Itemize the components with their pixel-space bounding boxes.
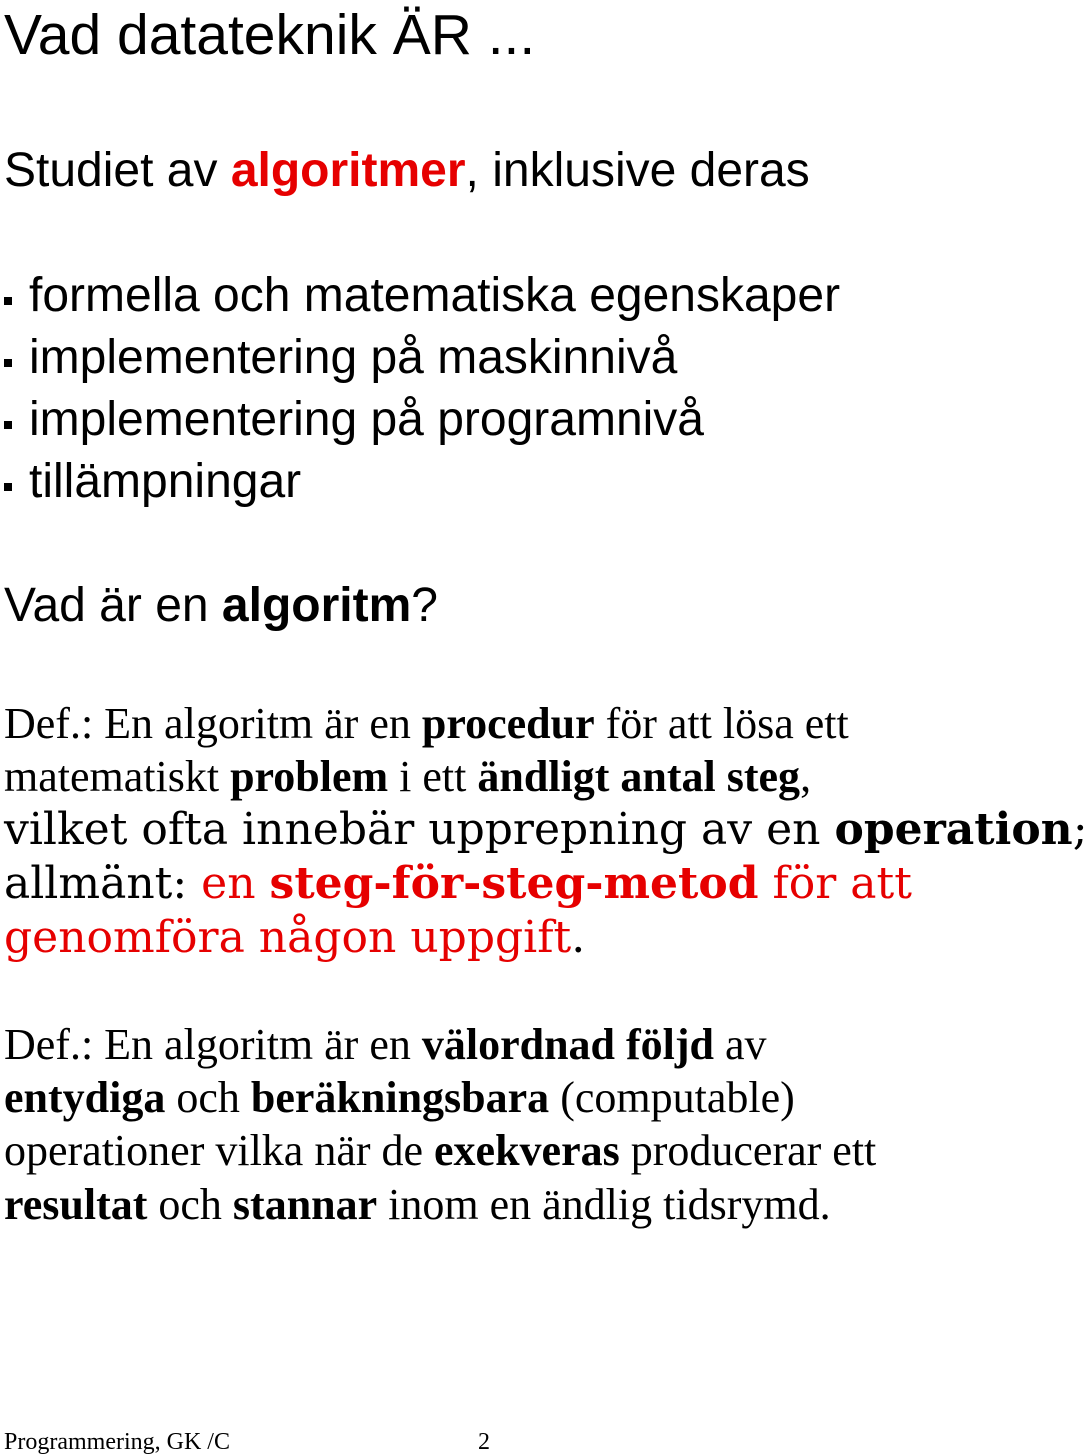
def-text: och xyxy=(147,1180,233,1229)
list-item xyxy=(4,328,677,388)
definition-1-line xyxy=(4,857,912,910)
def-term-procedur: procedur xyxy=(421,699,595,748)
definition-1-line xyxy=(4,750,811,803)
list-item-text: implementering på maskinnivå xyxy=(29,331,678,384)
question-line xyxy=(4,575,438,637)
def-text-red: genomföra någon uppgift xyxy=(4,912,572,963)
def-text: för att lösa ett xyxy=(594,699,849,748)
def-term-berakningsbara: beräkningsbara xyxy=(250,1073,550,1122)
square-bullet-icon xyxy=(4,297,12,305)
intro-text-end: , inklusive deras xyxy=(465,144,810,197)
page-title: Vad datateknik ÄR ... xyxy=(4,3,536,67)
list-item xyxy=(4,452,301,512)
def-text-red: för att xyxy=(758,858,912,909)
def-text: vilket ofta innebär upprepning av en xyxy=(4,804,835,855)
definition-1-line xyxy=(4,911,585,964)
intro-line xyxy=(4,140,810,202)
def-text: operationer vilka när de xyxy=(4,1126,435,1175)
square-bullet-icon xyxy=(4,421,12,429)
def-text-red: en xyxy=(201,858,270,909)
def-text: allmänt: xyxy=(4,858,202,909)
definition-1-line xyxy=(4,697,849,750)
def-text: matematiskt xyxy=(4,752,231,801)
def-text: . xyxy=(571,912,586,963)
list-item xyxy=(4,266,840,326)
def-text: ; xyxy=(1072,804,1088,855)
list-item-text: implementering på programnivå xyxy=(29,393,704,446)
square-bullet-icon xyxy=(4,359,12,367)
def-term-steg-for-steg-metod: steg-för-steg-metod xyxy=(269,858,759,909)
question-bold-term: algoritm xyxy=(221,579,412,632)
def-term-stannar: stannar xyxy=(232,1180,378,1229)
def-text: inom en ändlig tidsrymd. xyxy=(377,1180,831,1229)
def-text: och xyxy=(165,1073,251,1122)
square-bullet-icon xyxy=(4,483,12,491)
definition-2-line xyxy=(4,1178,831,1231)
definition-2-line xyxy=(4,1018,767,1071)
definition-1-line xyxy=(4,803,1088,856)
def-term-entydiga: entydiga xyxy=(4,1073,166,1122)
intro-highlight-algoritmer: algoritmer xyxy=(230,144,466,197)
def-term-resultat: resultat xyxy=(4,1180,148,1229)
footer-course-label: Programmering, GK /C xyxy=(4,1429,230,1455)
list-item-text: tillämpningar xyxy=(29,455,302,508)
def-term-valordnad-foljd: välordnad följd xyxy=(421,1020,715,1069)
def-text: (computable) xyxy=(549,1073,795,1122)
def-term-problem: problem xyxy=(230,752,389,801)
def-text: av xyxy=(714,1020,767,1069)
question-text: Vad är en xyxy=(4,579,222,632)
question-mark: ? xyxy=(411,579,438,632)
definition-2-line xyxy=(4,1071,795,1124)
def-text: Def.: En algoritm är en xyxy=(4,1020,422,1069)
page-number: 2 xyxy=(478,1429,490,1455)
def-term-operation: operation xyxy=(834,804,1073,855)
intro-text: Studiet av xyxy=(4,144,231,197)
definition-2-line xyxy=(4,1124,876,1177)
def-term-exekveras: exekveras xyxy=(434,1126,620,1175)
list-item-text: formella och matematiska egenskaper xyxy=(29,269,841,322)
list-item xyxy=(4,390,704,450)
def-text: Def.: En algoritm är en xyxy=(4,699,422,748)
def-text: , xyxy=(800,752,812,801)
def-text: producerar ett xyxy=(619,1126,877,1175)
def-text: i ett xyxy=(388,752,478,801)
def-term-andligt-antal-steg: ändligt antal steg xyxy=(477,752,801,801)
